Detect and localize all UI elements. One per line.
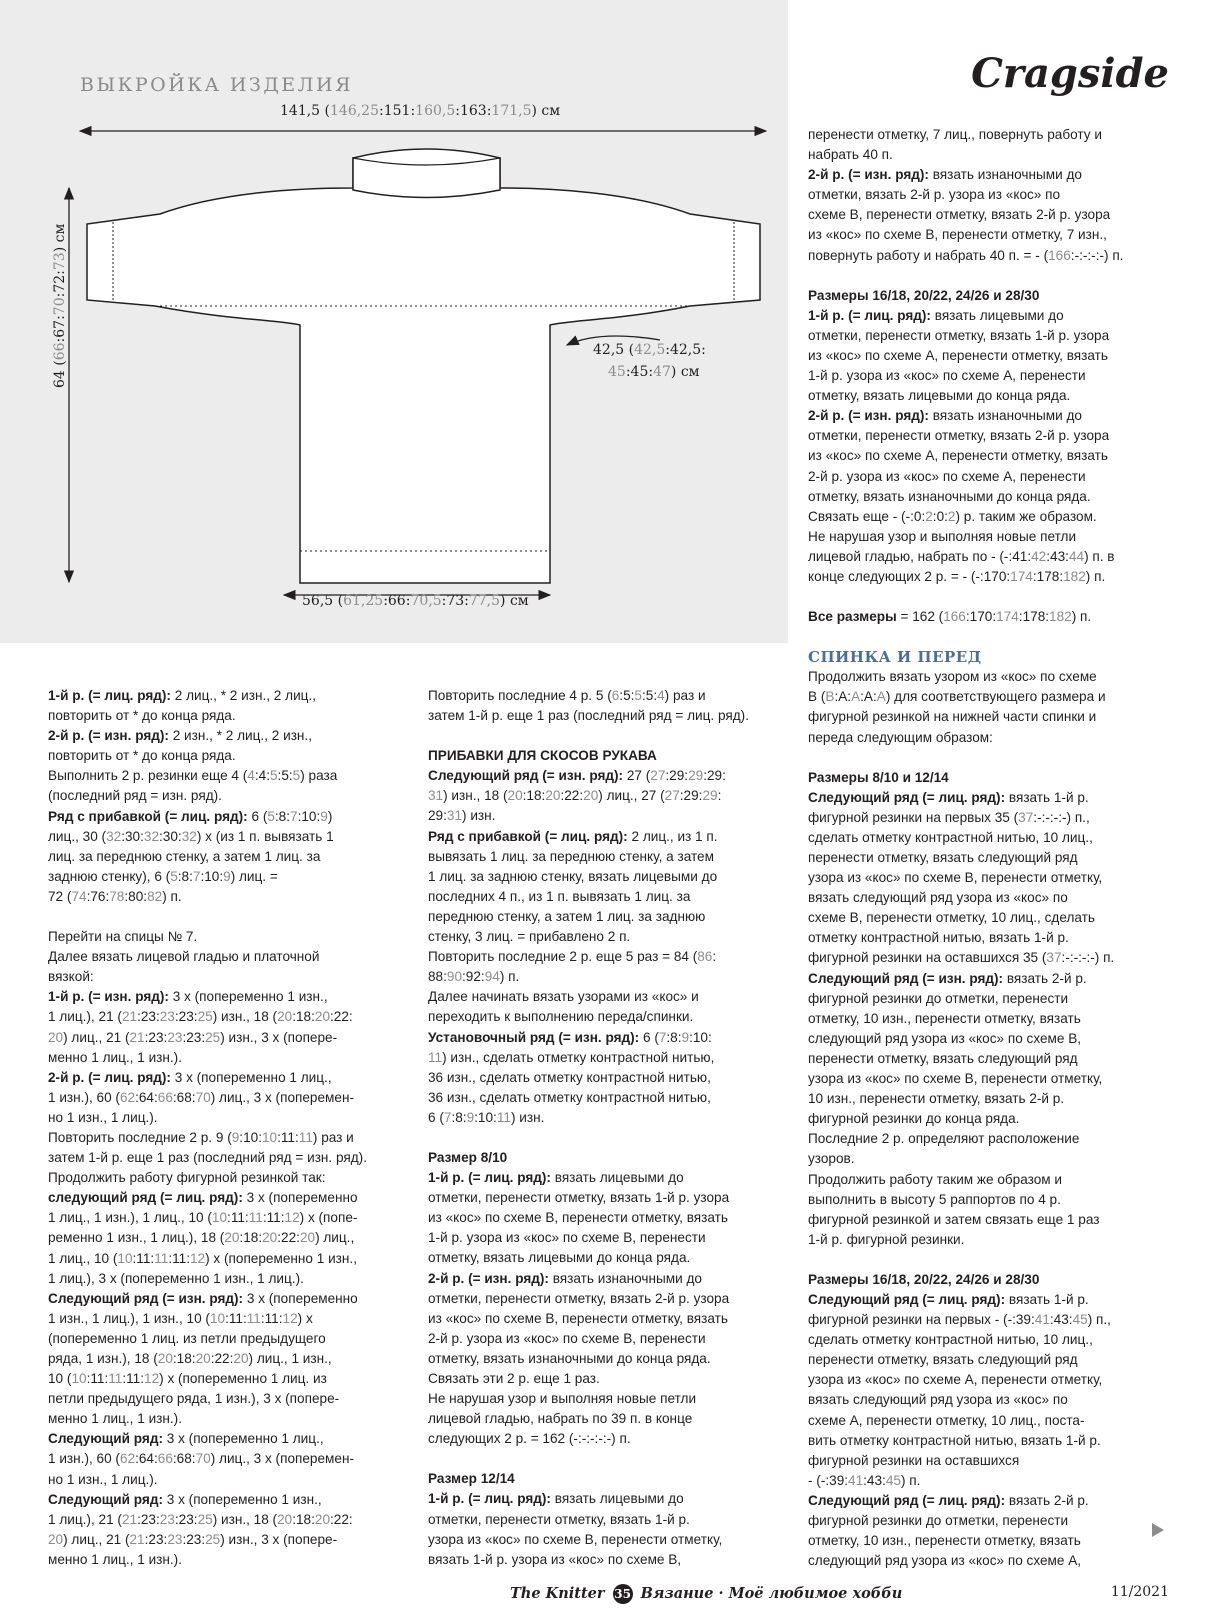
text-line: отметку контрастной нитью, вязать 1-й р.	[808, 930, 1069, 946]
text-line: Ряд с прибавкой (= лиц. ряд): 6 (5:8:7:10:9)	[48, 808, 333, 824]
text-line: фигурной резинки на оставшихся	[808, 1452, 1020, 1468]
text-line: Связать еще - (-:0:2:0:2) р. таким же образом.	[808, 508, 1097, 524]
text-line: отметку, вязать лицевыми до конца ряда.	[808, 388, 1071, 404]
text-line: 1 лиц., 10 (10:11:11:11:12) x (попеременно 1 изн.,	[48, 1250, 357, 1266]
text-line: 20) лиц., 21 (21:23:23:23:25) изн., 3 x (попере-	[48, 1029, 338, 1045]
middle-column	[428, 686, 788, 1570]
text-line: перенести отметку, 7 лиц., повернуть работу и	[808, 127, 1102, 142]
pattern-diagram-panel	[0, 0, 788, 643]
width-top-label: 141,5 (146,25:151:160,5:163:171,5) см	[280, 103, 561, 119]
text-line: отметку, вязать изнаночными до конца ряда.	[428, 1350, 711, 1366]
text-line: стенку, 3 лиц. = прибавлено 2 п.	[428, 929, 631, 945]
text-line: (попеременно 1 лиц. из петли предыдущего	[48, 1330, 326, 1346]
text-line: Связать эти 2 р. еще 1 раз.	[428, 1371, 600, 1386]
text-line: 10 изн., перенести отметку, вязать 2-й р.	[808, 1091, 1065, 1107]
text-line: из «кос» по схеме А, перенести отметку, вязать	[808, 448, 1108, 464]
text-line: Следующий ряд (= лиц. ряд): вязать 2-й р.	[808, 1492, 1089, 1508]
text-line: Следующий ряд: 3 x (попеременно 1 изн.,	[48, 1491, 322, 1507]
text-line: но 1 изн., 1 лиц.).	[48, 1109, 158, 1125]
text-line: Последние 2 р. определяют расположение	[808, 1131, 1080, 1147]
text-line: фигурной резинки до конца ряда.	[808, 1111, 1020, 1127]
continue-arrow-icon	[1152, 1523, 1164, 1537]
text-line: следующий ряд узора из «кос» по схеме А,	[808, 1553, 1082, 1569]
text-line: сделать отметку контрастной нитью, 10 лиц.,	[808, 1332, 1093, 1348]
text-line: Далее начинать вязать узорами из «кос» и	[428, 989, 699, 1005]
text-line: Установочный ряд (= изн. ряд): 6 (7:8:9:10:	[428, 1029, 712, 1045]
magazine-name: The Knitter	[510, 1585, 605, 1602]
text-line: из «кос» по схеме В, перенести отметку, 7 изн.,	[808, 227, 1107, 243]
footer	[510, 1584, 902, 1604]
text-line: 2-й р. (= изн. ряд): вязать изнаночными до	[428, 1270, 702, 1286]
text-line: Перейти на спицы № 7.	[48, 929, 198, 945]
text-line: 36 изн., сделать отметку контрастной нитью,	[428, 1089, 711, 1105]
text-line: узора из «кос» по схеме В, перенести отметку,	[428, 1531, 723, 1547]
section-title: СПИНКА И ПЕРЕД	[808, 648, 982, 667]
text-line: 1-й р. фигурной резинки.	[808, 1231, 965, 1247]
section-heading: Размеры 8/10 и 12/14	[808, 769, 949, 785]
text-line: - (-:39:41:43:45) п.	[808, 1472, 921, 1488]
sleeve-label-line1: 42,5 (42,5:42,5:	[593, 342, 706, 358]
text-line: вывязать 1 лиц. за переднюю стенку, а затем	[428, 848, 714, 864]
text-line: отметку, вязать лицевыми до конца ряда.	[428, 1250, 691, 1266]
text-line: узора из «кос» по схеме А, перенести отметку,	[808, 1372, 1103, 1388]
text-line: 1 лиц. за заднюю стенку, вязать лицевыми до	[428, 868, 718, 884]
text-line: менно 1 лиц., 1 изн.).	[48, 1049, 182, 1065]
text-line: отметку, 10 изн., перенести отметку, вязать	[808, 1010, 1081, 1026]
text-line: Следующий ряд (= лиц. ряд): вязать 1-й р.	[808, 1291, 1089, 1307]
text-line: переда следующим образом:	[808, 729, 993, 745]
text-line: фигурной резинки на первых - (-:39:41:43:45) п.,	[808, 1312, 1111, 1328]
text-line: отметки, перенести отметку, вязать 1-й р.	[428, 1511, 690, 1527]
text-line: Повторить последние 2 р. еще 5 раз = 84 (86:	[428, 949, 717, 965]
text-line: затем 1-й р. еще 1 раз (последний ряд = изн. ряд).	[48, 1150, 367, 1166]
text-line: Далее вязать лицевой гладью и платочной	[48, 949, 320, 965]
text-line: из «кос» по схеме В, перенести отметку, вязать	[428, 1310, 728, 1326]
text-line: выполнить в высоту 5 раппортов по 4 р.	[808, 1191, 1061, 1207]
text-line: Все размеры = 162 (166:170:174:178:182) п.	[808, 609, 1092, 625]
text-line: набрать 40 п.	[808, 147, 893, 163]
text-line: фигурной резинки на оставшихся 35 (37:-:-:-:-) п.	[808, 950, 1115, 966]
text-line: схеме В, перенести отметку, вязать 2-й р. узора	[808, 207, 1111, 223]
text-line: фигурной резинки на первых 35 (37:-:-:-:-) п.,	[808, 809, 1090, 825]
text-line: 1 лиц.), 3 x (попеременно 1 изн., 1 лиц.).	[48, 1270, 304, 1286]
text-line: Продолжить вязать узором из «кос» по схеме	[808, 669, 1097, 685]
diagram-title: ВЫКРОЙКА ИЗДЕЛИЯ	[80, 74, 353, 96]
text-line: менно 1 лиц., 1 изн.).	[48, 1551, 182, 1567]
length-label: 64 (66:67:70:72:73) см	[52, 223, 68, 388]
text-line: отметки, перенести отметку, вязать 2-й р. узора	[428, 1290, 730, 1306]
text-line: 11) изн., сделать отметку контрастной нитью,	[428, 1049, 715, 1065]
text-line: затем 1-й р. еще 1 раз (последний ряд = лиц. ряд).	[428, 708, 749, 724]
text-line: Продолжить работу фигурной резинкой так:	[48, 1170, 326, 1186]
section-heading: Размер 12/14	[428, 1471, 515, 1487]
text-line: 1-й р. (= изн. ряд): 3 x (попеременно 1 изн.,	[48, 989, 328, 1005]
text-line: 36 изн., сделать отметку контрастной нитью,	[428, 1069, 711, 1085]
text-line: но 1 изн., 1 лиц.).	[48, 1471, 158, 1487]
pattern-title: Cragside	[971, 50, 1169, 97]
text-line: Продолжить работу таким же образом и	[808, 1171, 1063, 1187]
text-line: из «кос» по схеме В, перенести отметку, вязать	[428, 1210, 728, 1226]
text-line: фигурной резинкой и затем связать еще 1 раз	[808, 1211, 1100, 1227]
text-line: переходить к выполнению переда/спинки.	[428, 1009, 694, 1025]
text-line: отметки, перенести отметку, вязать 1-й р. узора	[808, 327, 1110, 343]
text-line: (последний ряд = изн. ряд).	[48, 788, 222, 804]
text-line: 1-й р. (= лиц. ряд): вязать лицевыми до	[808, 307, 1064, 323]
text-line: Повторить последние 2 р. 9 (9:10:10:11:11) раз и	[48, 1129, 354, 1145]
text-line: фигурной резинкой на нижней части спинки и	[808, 709, 1097, 725]
text-line: из «кос» по схеме А, перенести отметку, вязать	[808, 347, 1108, 363]
section-heading: ПРИБАВКИ ДЛЯ СКОСОВ РУКАВА	[428, 748, 657, 764]
page-number: 35	[613, 1584, 633, 1604]
text-line: 1-й р. узора из «кос» по схеме В, перенести	[428, 1230, 706, 1246]
text-line: вить отметку контрастной нитью, вязать 1-й р.	[808, 1432, 1101, 1448]
text-line: 1 изн.), 60 (62:64:66:68:70) лиц., 3 x (поперемен-	[48, 1089, 354, 1105]
right-column	[808, 125, 1188, 1571]
text-line: 2-й р. (= изн. ряд): вязать изнаночными до	[808, 167, 1082, 183]
issue-date: 11/2021	[1110, 1584, 1169, 1600]
text-line: отметку, вязать изнаночными до конца ряда.	[808, 488, 1091, 504]
text-line: отметки, перенести отметку, вязать 1-й р. узора	[428, 1190, 730, 1206]
text-line: лиц. за переднюю стенку, а затем 1 лиц. за	[48, 848, 321, 864]
text-line: перенести отметку, вязать следующий ряд	[808, 1050, 1078, 1066]
text-line: следующих 2 р. = 162 (-:-:-:-:-) п.	[428, 1431, 631, 1447]
text-line: 1-й р. (= лиц. ряд): 2 лиц., * 2 изн., 2 лиц.,	[48, 688, 316, 703]
text-line: 1 лиц.), 21 (21:23:23:23:25) изн., 18 (20:18:20:22:	[48, 1009, 353, 1025]
text-line: отметку, 10 изн., перенести отметку, вязать	[808, 1533, 1081, 1549]
text-line: вязать следующий ряд узора из «кос» по	[808, 890, 1068, 906]
text-line: 2-й р. (= изн. ряд): 2 изн., * 2 лиц., 2 изн.,	[48, 728, 312, 744]
section-heading: Размеры 16/18, 20/22, 24/26 и 28/30	[808, 1271, 1040, 1287]
width-bottom-label: 56,5 (61,25:66:70,5:73:77,5) см	[302, 593, 529, 609]
text-line: вязать следующий ряд узора из «кос» по	[808, 1392, 1068, 1408]
text-line: 88:90:92:94) п.	[428, 969, 520, 985]
text-line: 31) изн., 18 (20:18:20:22:20) лиц., 27 (27:29:29:	[428, 788, 722, 804]
text-line: Следующий ряд (= лиц. ряд): вязать 1-й р.	[808, 789, 1089, 805]
text-line: Следующий ряд: 3 x (попеременно 1 лиц.,	[48, 1431, 324, 1447]
text-line: 2-й р. (= изн. ряд): вязать изнаночными до	[808, 408, 1082, 424]
text-line: Ряд с прибавкой (= лиц. ряд): 2 лиц., из 1 п.	[428, 828, 718, 844]
text-line: менно 1 лиц., 1 изн.).	[48, 1411, 182, 1427]
text-line: лицевой гладью, набрать по 39 п. в конце	[428, 1411, 693, 1427]
text-line: 1-й р. узора из «кос» по схеме А, перенести	[808, 368, 1086, 384]
text-line: 1 лиц.), 21 (21:23:23:23:25) изн., 18 (20:18:20:22:	[48, 1511, 353, 1527]
text-line: переднюю стенку, а затем 1 лиц. за заднюю	[428, 908, 706, 924]
section-heading: Размеры 16/18, 20/22, 24/26 и 28/30	[808, 287, 1040, 303]
text-line: 10 (10:11:11:11:12) x (попеременно 1 лиц. из	[48, 1371, 327, 1387]
text-line: отметки, вязать 2-й р. узора из «кос» по	[808, 187, 1061, 203]
text-line: 2-й р. (= лиц. ряд): 3 x (попеременно 1 лиц.,	[48, 1069, 332, 1085]
text-line: повернуть работу и набрать 40 п. = - (166:-:-:-:-) п.	[808, 247, 1124, 263]
left-column	[48, 686, 408, 1570]
text-line: 6 (7:8:9:10:11) изн.	[428, 1109, 545, 1125]
text-line: повторить от * до конца ряда.	[48, 748, 236, 764]
text-line: схеме А, перенести отметку, 10 лиц., поста-	[808, 1412, 1085, 1428]
tagline: Вязание · Моё любимое хобби	[640, 1585, 903, 1602]
text-line: петли предыдущего ряда, 1 изн.), 3 x (попере-	[48, 1391, 340, 1407]
text-line: вязать 1-й р. узора из «кос» по схеме В,	[428, 1551, 682, 1567]
section-heading: Размер 8/10	[428, 1149, 508, 1165]
text-line: Следующий ряд (= изн. ряд): 3 x (попеременно	[48, 1290, 358, 1306]
text-line: повторить от * до конца ряда.	[48, 708, 236, 724]
text-line: вязкой:	[48, 969, 94, 985]
text-line: Следующий ряд (= изн. ряд): 27 (27:29:29:29:	[428, 768, 726, 784]
text-line: фигурной резинки до отметки, перенести	[808, 990, 1069, 1006]
neck-outline	[353, 149, 500, 198]
sweater-schematic	[0, 0, 788, 643]
text-line: Выполнить 2 р. резинки еще 4 (4:4:5:5:5) раза	[48, 768, 338, 784]
text-line: 1-й р. (= лиц. ряд): вязать лицевыми до	[428, 1491, 684, 1507]
text-line: узора из «кос» по схеме В, перенести отметку,	[808, 870, 1103, 886]
text-line: схеме В, перенести отметку, 10 лиц., сделать	[808, 910, 1095, 926]
text-line: ряда, 1 изн.), 18 (20:18:20:22:20) лиц., 1 изн.,	[48, 1351, 332, 1366]
text-line: заднюю стенку), 6 (5:8:7:10:9) лиц. =	[48, 868, 278, 884]
text-line: лицевой гладью, набрать по - (-:41:42:43:44) п. в	[808, 548, 1115, 564]
text-line: В (В:А:А:А:А) для соответствующего размера и	[808, 689, 1106, 705]
text-line: фигурной резинки до отметки, перенести	[808, 1513, 1069, 1528]
text-line: 1 изн., 1 лиц.), 1 изн., 10 (10:11:11:11:12) x	[48, 1310, 313, 1326]
text-line: узоров.	[808, 1151, 855, 1167]
text-line: лиц., 30 (32:30:32:30:32) x (из 1 п. вывязать 1	[48, 828, 334, 844]
text-line: узора из «кос» по схеме В, перенести отметку,	[808, 1071, 1103, 1087]
text-line: следующий ряд узора из «кос» по схеме В,	[808, 1030, 1082, 1046]
text-line: сделать отметку контрастной нитью, 10 лиц.,	[808, 829, 1093, 845]
text-line: Следующий ряд (= изн. ряд): вязать 2-й р.	[808, 970, 1087, 986]
text-line: Не нарушая узор и выполняя новые петли	[428, 1391, 697, 1407]
text-line: перенести отметку, вязать следующий ряд	[808, 850, 1078, 865]
text-line: 29:31) изн.	[428, 808, 496, 824]
text-line: 1 изн.), 60 (62:64:66:68:70) лиц., 3 x (поперемен-	[48, 1451, 354, 1467]
text-line: следующий ряд (= лиц. ряд): 3 x (попеременно	[48, 1190, 358, 1206]
text-line: 72 (74:76:78:80:82) п.	[48, 888, 182, 904]
text-line: Не нарушая узор и выполняя новые петли	[808, 528, 1077, 544]
text-line: конце следующих 2 р. = - (-:170:174:178:182) п.	[808, 568, 1106, 584]
text-line: 20) лиц., 21 (21:23:23:23:25) изн., 3 x (попере-	[48, 1531, 338, 1547]
text-line: отметки, перенести отметку, вязать 2-й р. узора	[808, 428, 1110, 444]
sleeve-label-line2: 45:45:47) см	[608, 364, 700, 380]
text-line: 2-й р. узора из «кос» по схеме А, перенести	[808, 468, 1086, 484]
text-line: 1 лиц., 1 изн.), 1 лиц., 10 (10:11:11:11:12) x (попе-	[48, 1210, 358, 1226]
text-line: последних 4 п., из 1 п. вывязать 1 лиц. за	[428, 888, 691, 904]
text-line: перенести отметку, вязать следующий ряд	[808, 1352, 1078, 1368]
text-line: 2-й р. узора из «кос» по схеме В, перенести	[428, 1330, 706, 1346]
text-line: 1-й р. (= лиц. ряд): вязать лицевыми до	[428, 1170, 684, 1186]
text-line: Повторить последние 4 р. 5 (6:5:5:5:4) раз и	[428, 688, 706, 703]
text-line: ременно 1 изн., 1 лиц.), 18 (20:18:20:22:20) лиц.,	[48, 1230, 355, 1246]
